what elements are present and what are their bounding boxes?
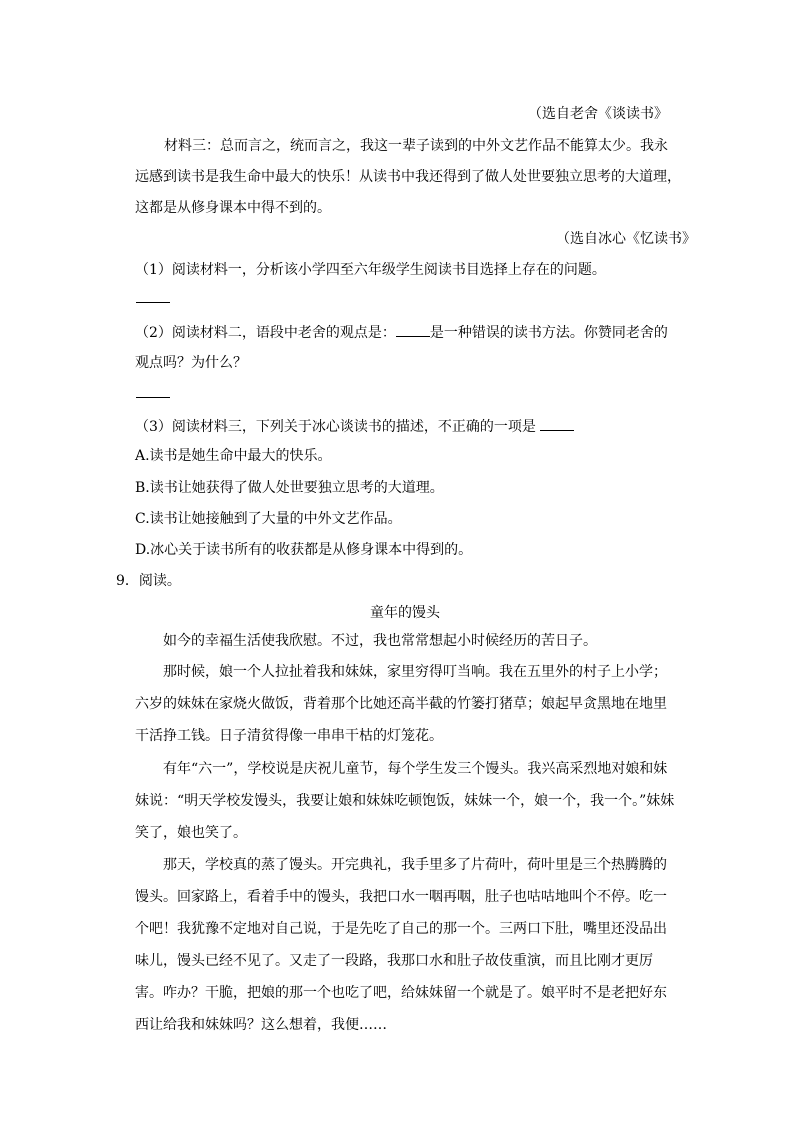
question-2-text-b: 是一种错误的读书方法。你赞同老舍的 — [429, 325, 668, 341]
question-9-label: 9．阅读。 — [116, 573, 181, 589]
material3-line3: 这都是从修身课本中得不到的。 — [135, 200, 331, 216]
passage-paragraph-1: 如今的幸福生活使我欣慰。不过，我也常常想起小时候经历的苦日子。 — [163, 633, 597, 649]
question-2-answer-blank[interactable] — [136, 383, 170, 404]
option-a: A.读书是她生命中最大的快乐。 — [135, 448, 332, 464]
passage-title: 童年的馒头 — [370, 605, 440, 621]
question-3-answer-blank[interactable] — [540, 416, 574, 431]
question-2-inline-blank[interactable] — [396, 322, 430, 337]
passage-paragraph-2: 那时候，娘一个人拉扯着我和妹妹，家里穷得叮当响。我在五里外的村子上小学；六岁的妹妹在家烧火做饭，背着那个比她还高半截的竹篓打猪草；娘起早贪黑地在地里干活挣工钱。日子清贫得像一串串干枯的灯笼花。 — [135, 664, 667, 744]
material2-source: （选自老舍《谈读书》 — [528, 106, 668, 122]
question-2-text-a: （2）阅读材料二，语段中老舍的观点是： — [135, 325, 396, 341]
option-d: D.冰心关于读书所有的收获都是从修身课本中得到的。 — [135, 542, 473, 558]
material3-line2: 远感到读书是我生命中最大的快乐！从读书中我还得到了做人处世要独立思考的大道理， — [135, 169, 681, 185]
question-3-text: （3）阅读材料三，下列关于冰心谈读书的描述，不正确的一项是 — [135, 419, 536, 435]
option-c: C.读书让她接触到了大量的中外文艺作品。 — [135, 511, 402, 527]
question-1-answer-blank[interactable] — [136, 288, 170, 309]
question-2-line1 — [135, 322, 668, 343]
option-b: B.读书让她获得了做人处世要独立思考的大道理。 — [135, 480, 444, 496]
question-3 — [135, 416, 574, 437]
passage-paragraph-4: 那天，学校真的蒸了馒头。开完典礼，我手里多了片荷叶，荷叶里是三个热腾腾的馒头。回家路上，看着手中的馒头，我把口水一咽再咽，肚子也咕咕地叫个不停。吃一个吧！我犹豫不定地对自己说，于是先吃了自己的那一个。三两口下肚，嘴里还没品出味儿，馒头已经不见了。又走了一段路，我那口水和肚子故伎重演，而且比刚才更厉害。咋办？干脆，把娘的那一个也吃了吧，给妹妹留一个就是了。娘平时不是老把好东西让给我和妹妹吗？这么想着，我便…… — [135, 857, 667, 1033]
passage-paragraph-3: 有年“六一”，学校说是庆祝儿童节，每个学生发三个馒头。我兴高采烈地对娘和妹妹说：“明天学校发馒头，我要让娘和妹妹吃顿饱饭，妹妹一个，娘一个，我一个。”妹妹笑了，娘也笑了。 — [135, 761, 675, 841]
question-1: （1）阅读材料一，分析该小学四至六年级学生阅读书目选择上存在的问题。 — [135, 262, 606, 278]
material3-line1: 材料三：总而言之，统而言之，我这一辈子读到的中外文艺作品不能算太少。我永 — [164, 138, 668, 154]
material3-source: （选自冰心《忆读书》 — [556, 231, 696, 247]
question-2-line2: 观点吗？为什么？ — [135, 355, 247, 371]
